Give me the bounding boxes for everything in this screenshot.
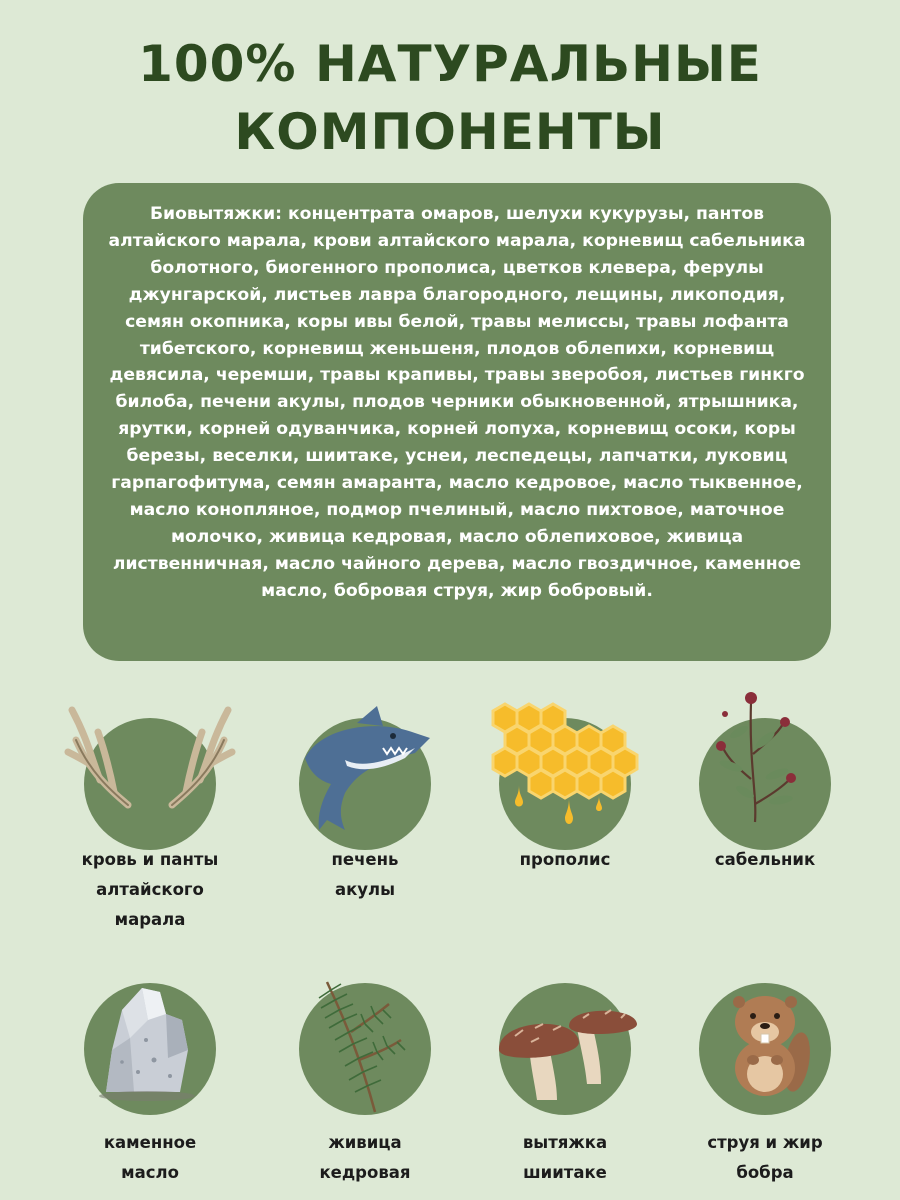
page-title (0, 30, 900, 166)
honeycomb-icon (465, 690, 665, 830)
beaver-icon (665, 980, 865, 1120)
antlers-icon (50, 700, 250, 830)
component-label: печень акулы (331, 850, 399, 899)
component-shark (265, 690, 465, 910)
component-sabelnik (665, 690, 865, 890)
page-title-line-1: 100% НАТУРАЛЬНЫЕ (138, 35, 762, 93)
shark-icon (265, 698, 465, 838)
component-antlers (50, 690, 250, 950)
component-beaver (665, 980, 865, 1200)
component-label: кровь и панты алтайского марала (81, 850, 219, 929)
component-label: каменное масло (103, 1133, 197, 1182)
component-stone-oil (50, 980, 250, 1200)
cinquefoil-plant-icon (665, 684, 865, 824)
pine-branch-icon (265, 980, 465, 1120)
page-title-line-2: КОМПОНЕНТЫ (234, 103, 666, 161)
ingredients-text: Биовытяжки: концентрата омаров, шелухи кукурузы, пантов алтайского марала, крови алтайского марала, корневищ сабельника болотного, биогенного прополиса, цветков клевера, ферулы джунгарской, листьев лавра благородного, лещины, ликоподия, семян окопника, коры ивы белой, травы мелиссы, травы лофанта тибетского, корневищ женьшеня, плодов облепихи, корневищ девясила, черемши, травы крапивы, травы зверобоя, листьев гинкго билоба, печени акулы, плодов черники обыкновенной, ятрышника, ярутки, корней одуванчика, корней лопуха, корневищ осоки, коры березы, веселки, шиитаке, уснеи, леспедецы, лапчатки, луковиц гарпагофитума, семян амаранта, масло кедровое, масло тыквенное, масло конопляное, подмор пчелиный, масло пихтовое, маточное молочко, живица кедровая, масло облепиховое, живица лиственничная, масло чайного дерева, масло гвоздичное, каменное масло, бобровая струя, жир бобровый. (108, 204, 806, 601)
component-label: струя и жир бобра (707, 1133, 823, 1182)
component-cedar-resin (265, 980, 465, 1200)
component-propolis (465, 690, 665, 890)
shiitake-mushroom-icon (465, 980, 665, 1120)
ingredients-panel (83, 183, 831, 661)
component-shiitake (465, 980, 665, 1200)
stone-icon (50, 980, 250, 1120)
component-label: живица кедровая (319, 1133, 411, 1182)
component-label: сабельник (714, 850, 816, 869)
component-label: вытяжка шиитаке (522, 1133, 608, 1182)
component-label: прополис (519, 850, 611, 869)
